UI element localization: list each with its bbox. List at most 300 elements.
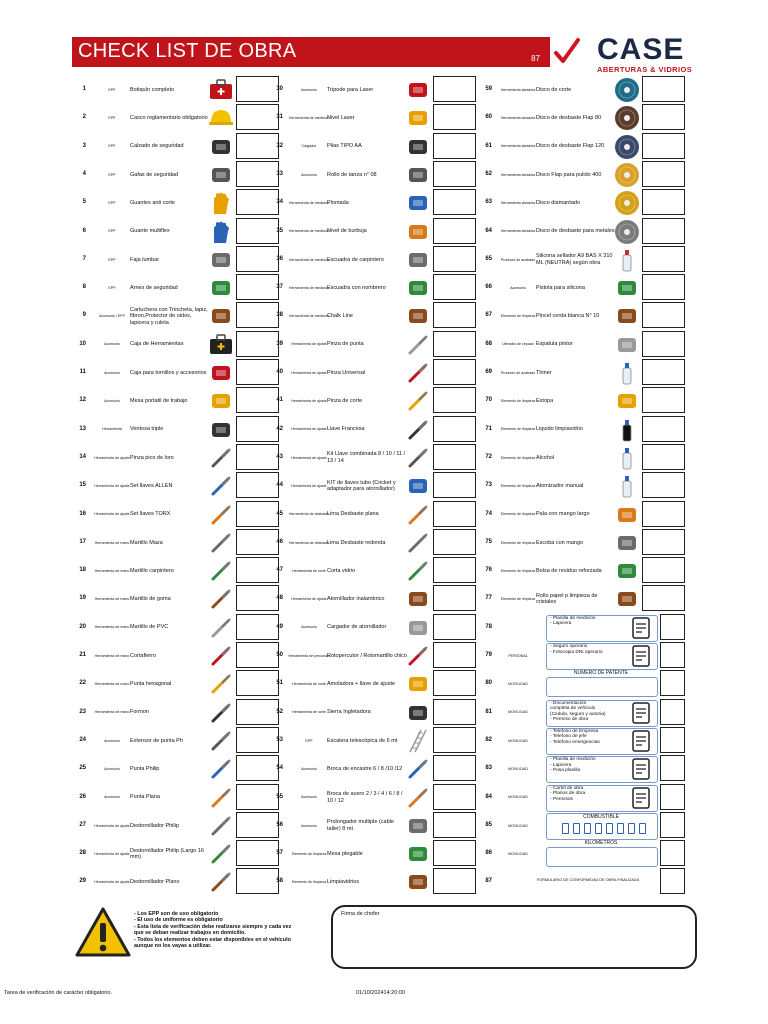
spray-bottle-icon	[614, 473, 640, 499]
caulk-gun-icon	[614, 275, 640, 301]
checklist-row	[72, 529, 279, 557]
item-number: 42	[276, 425, 283, 432]
item-number: 10	[79, 340, 86, 347]
item-number: 67	[485, 312, 492, 319]
item-number: 27	[79, 821, 86, 828]
checklist-row	[478, 387, 685, 415]
item-category	[492, 618, 544, 638]
check-box[interactable]	[642, 501, 685, 527]
checklist-row	[478, 699, 685, 727]
item-category: Herramienta de medicion	[288, 285, 330, 290]
cut-gloves-icon	[208, 190, 234, 216]
item-description: Bolsa de residuo reforzada	[536, 567, 602, 574]
universal-pliers-icon	[405, 360, 431, 386]
adjustable-wrench-icon	[405, 417, 431, 443]
checklist-row	[72, 189, 279, 217]
item-description: Espatula pintor	[536, 341, 573, 348]
item-category: Herramienta	[102, 427, 122, 432]
item-number: 13	[79, 425, 86, 432]
item-number: 37	[276, 284, 283, 291]
checklist-row	[478, 868, 685, 896]
check-box[interactable]	[433, 840, 476, 866]
item-category: Accesorio	[510, 285, 526, 290]
item-category: PERSONAL	[508, 653, 528, 658]
check-box[interactable]	[433, 755, 476, 781]
checklist-row	[269, 387, 476, 415]
warning-icon	[74, 906, 132, 958]
checklist-row	[72, 614, 279, 642]
item-number: 70	[485, 397, 492, 404]
checklist-row	[72, 359, 279, 387]
item-number: 60	[485, 114, 492, 121]
check-box[interactable]	[642, 359, 685, 385]
item-description: Escuadra con nombrero	[327, 284, 386, 291]
checklist-row	[478, 246, 685, 274]
info-line: - Documentación	[550, 700, 587, 706]
item-description: Gafas de seguridad	[130, 171, 179, 178]
item-number: 12	[79, 397, 86, 404]
fuel-level-cell[interactable]	[573, 823, 580, 834]
check-box[interactable]	[642, 387, 685, 413]
diamond-disc-icon	[614, 190, 640, 216]
item-description: Martillo carpintero	[130, 567, 174, 574]
item-number: 74	[485, 510, 492, 517]
check-box[interactable]	[642, 302, 685, 328]
clipboard-icon	[628, 615, 654, 641]
item-number: 66	[485, 284, 492, 291]
fuel-level-cell[interactable]	[584, 823, 591, 834]
item-description: Liquido limpiavidrio	[536, 426, 583, 433]
check-box[interactable]	[660, 755, 685, 781]
item-number: 87	[485, 878, 492, 885]
item-number: 58	[276, 878, 283, 885]
item-number: 6	[82, 227, 86, 234]
check-box[interactable]	[433, 699, 476, 725]
combination-wrench-icon	[405, 445, 431, 471]
item-category: EPP	[108, 285, 116, 290]
item-number: 21	[79, 652, 86, 658]
item-number: 46	[276, 538, 283, 545]
check-box[interactable]	[660, 699, 685, 725]
info-line: - Permisos	[550, 796, 573, 802]
check-box[interactable]	[433, 331, 476, 357]
checklist-row	[72, 501, 279, 529]
checklist-row	[72, 557, 279, 585]
check-box[interactable]	[433, 557, 476, 583]
checklist-row	[478, 472, 685, 500]
folding-table-icon	[405, 841, 431, 867]
item-number: 5	[82, 199, 86, 206]
item-category: EPP	[108, 116, 116, 120]
flat-bit-icon	[208, 785, 234, 811]
item-category: Elemento de limpieza	[500, 483, 536, 488]
item-number: 44	[276, 482, 283, 489]
item-number: 33	[276, 170, 283, 177]
checklist-row	[269, 359, 476, 387]
item-description: Disco de corte	[536, 86, 572, 93]
check-box[interactable]	[642, 472, 685, 498]
fuel-level-cell[interactable]	[595, 823, 602, 834]
item-number: 64	[485, 227, 492, 234]
cutting-disc-icon	[614, 77, 640, 103]
check-box[interactable]	[433, 585, 476, 611]
check-box[interactable]	[433, 104, 476, 130]
safety-boot-icon	[208, 134, 234, 160]
check-box[interactable]	[642, 133, 685, 159]
footer-note: Tarea de verificación de carácter obligatorio.	[4, 990, 112, 996]
check-box[interactable]	[642, 104, 685, 130]
checklist-row	[72, 472, 279, 500]
item-category: Herramienta de ajuste	[94, 483, 130, 488]
item-number: 45	[276, 510, 283, 517]
check-box[interactable]	[433, 302, 476, 328]
broom-icon	[614, 530, 640, 556]
note-line: - Esta lista de verificación debe realizarse siempre y cada vez	[134, 923, 292, 930]
item-number: 9	[82, 312, 86, 319]
final-form-label: FORMULARIO DE CONFORMIDAD DE OBRA FINALIZADA	[536, 878, 640, 883]
item-category: MOVILIDAD	[508, 710, 528, 715]
helmet-icon	[208, 105, 234, 131]
item-category: MOVILIDAD	[508, 738, 528, 743]
item-category: Herramienta de ajuste	[94, 512, 130, 517]
info-line: - Lapicera	[550, 621, 572, 627]
checklist-row	[478, 189, 685, 217]
chalk-line-icon	[405, 303, 431, 329]
item-description: Set llaves TORX	[130, 511, 171, 518]
cotton-waste-icon	[614, 388, 640, 414]
allen-keys-icon	[208, 473, 234, 499]
item-category: Producto de acabado	[500, 370, 536, 375]
check-box[interactable]	[433, 614, 476, 640]
item-category: Elemento de limpieza	[291, 851, 327, 856]
item-description: Plomada	[327, 199, 349, 206]
check-box[interactable]	[433, 642, 476, 668]
checklist-row	[269, 727, 476, 755]
item-description: Ventosa triple	[130, 426, 164, 433]
item-description: Lima Desbaste plana	[327, 511, 379, 518]
checklist-row	[269, 331, 476, 359]
check-box[interactable]	[642, 161, 685, 187]
fuel-label: COMBUSTIBLE	[583, 813, 619, 820]
item-number: 57	[276, 850, 283, 857]
item-number: 39	[276, 340, 283, 347]
item-description: Martillo Maza	[130, 539, 163, 546]
item-description: Nivel Laser	[327, 115, 355, 122]
checklist-row	[478, 444, 685, 472]
item-number: 41	[276, 397, 283, 404]
cordless-drill-icon	[405, 586, 431, 612]
item-category: EPP	[305, 738, 313, 743]
item-number: 29	[79, 878, 86, 885]
check-box[interactable]	[642, 76, 685, 102]
item-number: 30	[276, 86, 283, 92]
checklist-row	[269, 104, 476, 132]
line-spool-icon	[405, 162, 431, 188]
item-description: Mesa portatil de trabajo	[130, 398, 188, 405]
item-description: Destornillador Philip (Largo 16 mm)	[130, 847, 204, 861]
checklist-row	[269, 133, 476, 161]
item-number: 86	[485, 850, 492, 857]
fuel-level-cell[interactable]	[617, 823, 624, 834]
item-number: 83	[485, 765, 492, 772]
checklist-row	[269, 755, 476, 783]
item-description: Botiquín completo	[130, 86, 175, 93]
item-number: 3	[82, 142, 86, 149]
check-box[interactable]	[660, 812, 685, 838]
item-category: Herramienta de mano	[94, 682, 130, 686]
item-category: Accesorio	[301, 766, 317, 771]
check-box[interactable]	[642, 246, 685, 272]
item-description: Pinza de corte	[327, 398, 363, 405]
item-number: 82	[485, 736, 492, 743]
item-category: Herramienta de mano	[94, 540, 130, 545]
item-description: Calzado de seguridad	[130, 143, 184, 150]
round-file-icon	[405, 530, 431, 556]
item-number: 26	[79, 793, 86, 800]
check-box[interactable]	[433, 359, 476, 385]
item-category: Herramienta abrasiva	[500, 144, 536, 149]
info-line: - Planos de obra	[550, 791, 586, 797]
check-box[interactable]	[433, 501, 476, 527]
item-category: Herramienta de mano	[94, 653, 130, 658]
check-box[interactable]	[433, 444, 476, 470]
item-description: Pala con mango largo	[536, 511, 590, 518]
checklist-row	[72, 840, 279, 868]
checklist-row	[478, 416, 685, 444]
info-line: - Cartel de obra	[550, 785, 584, 791]
check-box[interactable]	[433, 161, 476, 187]
cleaner-bottle-icon	[614, 417, 640, 443]
item-category: Elemento de limpieza	[500, 399, 536, 403]
item-number: 80	[485, 680, 492, 687]
logo-tagline: ABERTURAS & VIDRIOS	[597, 65, 693, 74]
item-category: Herramienta de desbaste	[288, 512, 330, 517]
check-box[interactable]	[642, 529, 685, 555]
item-description: Set llaves ALLEN	[130, 482, 173, 489]
item-category: Herramienta abrasiva	[500, 172, 536, 177]
note-line: que se deban realizar trabajos en domicilio.	[134, 930, 246, 937]
item-category: Herramienta abrasiva	[500, 200, 536, 205]
item-category: Herramienta de ajuste	[291, 483, 327, 488]
rotary-hammer-icon	[405, 643, 431, 669]
check-box[interactable]	[642, 585, 685, 611]
socket-kit-icon	[405, 473, 431, 499]
item-category: Cargador	[301, 144, 317, 149]
check-box[interactable]	[433, 727, 476, 753]
item-description: Sierra Ingletadora	[327, 709, 371, 716]
needle-nose-pliers-icon	[405, 332, 431, 358]
check-box[interactable]	[433, 784, 476, 810]
check-box[interactable]	[433, 274, 476, 300]
field-label: KILOMETROS	[584, 840, 618, 847]
item-description: Alcohol	[536, 454, 555, 461]
tool-pouch-icon	[208, 303, 234, 329]
checklist-row	[72, 104, 279, 132]
item-category: Elemento de limpieza	[500, 455, 536, 460]
item-category: Herramienta de ajuste	[291, 455, 327, 460]
fuel-level-cell[interactable]	[606, 823, 613, 834]
wood-chisel-icon	[208, 700, 234, 726]
fuel-level-cell[interactable]	[628, 823, 635, 834]
item-number: 43	[276, 453, 283, 460]
checklist-row	[269, 557, 476, 585]
item-description: Rollo de tanza n° 08	[327, 171, 377, 178]
check-box[interactable]	[433, 218, 476, 244]
item-category: Herramienta de medicion	[288, 116, 330, 120]
tripod-icon	[405, 77, 431, 103]
checklist-row	[478, 727, 685, 755]
torx-keys-icon	[208, 502, 234, 528]
text-field[interactable]	[546, 847, 658, 867]
checklist-row	[72, 416, 279, 444]
check-box[interactable]	[660, 642, 685, 668]
item-category: MOVILIDAD	[508, 823, 528, 828]
item-description: Escalera telescópica de 6 mt	[327, 737, 398, 744]
item-number: 71	[485, 425, 492, 432]
item-category: Utensilio de cepado	[502, 342, 534, 347]
flap-disc-120-icon	[614, 134, 640, 160]
item-category: Herramienta de medicion	[288, 257, 330, 262]
item-description: Llave Francesa	[327, 426, 365, 433]
item-category: Accesorio	[104, 795, 120, 800]
item-category: Herramienta de mano	[94, 710, 130, 715]
checklist-row	[72, 274, 279, 302]
cutting-pliers-icon	[405, 388, 431, 414]
item-number: 36	[276, 255, 283, 262]
item-category: EPP	[108, 87, 116, 92]
item-category: MOVILIDAD	[508, 682, 528, 686]
check-box[interactable]	[433, 416, 476, 442]
check-box[interactable]	[642, 331, 685, 357]
check-box[interactable]	[642, 189, 685, 215]
checklist-row	[269, 189, 476, 217]
checklist-row	[478, 755, 685, 783]
paper-roll-icon	[614, 586, 640, 612]
item-number: 79	[485, 652, 492, 658]
check-box[interactable]	[433, 472, 476, 498]
check-box[interactable]	[660, 670, 685, 696]
item-description: Punta Plana	[130, 794, 160, 801]
item-category: Herramienta abrasiva	[500, 229, 536, 234]
item-category: Elemento de limpieza	[291, 880, 327, 885]
item-number: 62	[485, 170, 492, 177]
item-description: Broca de encastre 6 / 8 /10 /12	[327, 765, 403, 772]
batteries-icon	[405, 134, 431, 160]
item-number: 63	[485, 199, 492, 206]
item-number: 72	[485, 453, 492, 460]
item-category: Herramienta abrasiva	[500, 87, 536, 92]
fuel-level-cell[interactable]	[562, 823, 569, 834]
check-box[interactable]	[660, 840, 685, 866]
item-category: EPP	[108, 200, 116, 205]
item-description: Disco de desbaste Flap 80	[536, 115, 602, 122]
checklist-row	[478, 218, 685, 246]
spirit-level-icon	[405, 219, 431, 245]
check-box[interactable]	[642, 444, 685, 470]
check-box[interactable]	[433, 868, 476, 894]
checklist-row	[269, 76, 476, 104]
document-icon	[628, 700, 654, 726]
check-box[interactable]	[433, 670, 476, 696]
check-box[interactable]	[433, 133, 476, 159]
checklist-row	[478, 302, 685, 330]
item-category: Herramienta de corte	[292, 682, 326, 686]
check-box[interactable]	[660, 868, 685, 894]
checklist-row	[72, 218, 279, 246]
item-category: Accesorio	[301, 795, 317, 800]
info-line: completa de vehículo	[550, 706, 596, 712]
check-box[interactable]	[433, 387, 476, 413]
item-description: Disco de desbaste para metales	[536, 228, 615, 235]
check-box[interactable]	[660, 784, 685, 810]
check-box[interactable]	[433, 76, 476, 102]
item-category: Herramienta de desbaste	[288, 540, 330, 545]
item-description: Rotopercutor / Rotomartillo chico	[327, 652, 408, 659]
item-description: Silicona sellador A9 BAS X 310 ML (NEUTRA) según obra	[536, 253, 613, 266]
check-box[interactable]	[433, 812, 476, 838]
check-box[interactable]	[660, 614, 685, 640]
long-screwdriver-icon	[208, 841, 234, 867]
checklist-row	[478, 331, 685, 359]
field-label: NUMERO DE PATENTE	[573, 670, 629, 677]
claw-hammer-icon	[208, 558, 234, 584]
item-description: Estopa	[536, 398, 554, 405]
item-number: 54	[276, 765, 283, 772]
check-mark-icon	[551, 37, 581, 67]
check-box[interactable]	[433, 189, 476, 215]
item-category: Herramienta de medicion	[288, 229, 330, 234]
item-description: Pilas TIPO AA	[327, 143, 362, 150]
rules-notes	[134, 911, 294, 949]
checklist-row	[478, 104, 685, 132]
checklist-row	[72, 755, 279, 783]
pliers-icon	[208, 445, 234, 471]
item-description: Caja de Herramientas	[130, 341, 184, 348]
item-description: Atomizador manual	[536, 482, 584, 489]
item-number: 2	[82, 114, 86, 121]
item-description: Martillo de PVC	[130, 624, 169, 631]
item-number: 59	[485, 86, 492, 92]
item-number: 4	[82, 170, 86, 177]
checklist-row	[478, 359, 685, 387]
item-description: Chalk Line	[327, 313, 353, 320]
driver-signature-box[interactable]	[331, 905, 697, 969]
check-box[interactable]	[433, 529, 476, 555]
item-category: Herramienta de ajuste	[291, 597, 327, 602]
item-description: Pinza Universal	[327, 369, 366, 376]
trash-bag-icon	[614, 558, 640, 584]
check-box[interactable]	[642, 218, 685, 244]
check-box[interactable]	[642, 416, 685, 442]
check-box[interactable]	[642, 557, 685, 583]
checklist-row	[269, 699, 476, 727]
item-number: 28	[79, 850, 86, 857]
check-box[interactable]	[433, 246, 476, 272]
item-category: Herramienta de corte	[292, 568, 326, 573]
item-category: Accesorio	[104, 738, 120, 743]
text-field[interactable]	[546, 677, 658, 697]
item-category: Herramienta de ajuste	[291, 370, 327, 375]
checklist-row	[478, 614, 685, 642]
checklist-row	[478, 585, 685, 613]
check-box[interactable]	[660, 727, 685, 753]
check-box[interactable]	[642, 274, 685, 300]
item-description: Pinza pico de loro	[130, 454, 174, 461]
item-description: Cortafierro	[130, 652, 156, 659]
fuel-level-cell[interactable]	[639, 823, 646, 834]
checklist-row	[478, 501, 685, 529]
item-number: 15	[79, 482, 86, 489]
